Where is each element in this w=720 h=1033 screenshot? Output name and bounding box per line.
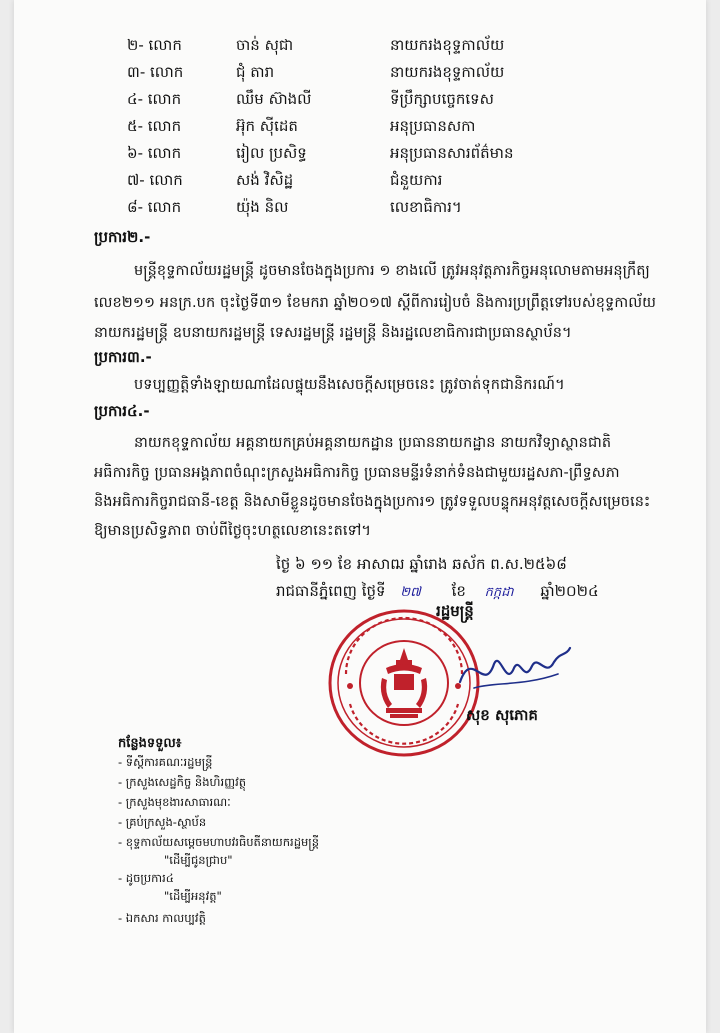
recipient-item: - គ្រប់ក្រសួង-ស្ថាប័ន xyxy=(118,815,207,829)
member-number: ៧- លោក xyxy=(127,171,183,189)
lunar-date: ថ្ងៃ ៦ ១១ ខែ អាសាឍ ឆ្នាំរោង ឆស័ក ព.ស.២៥៦៨ xyxy=(276,555,567,573)
member-name: ជុំ តារា xyxy=(236,63,275,81)
member-role: ទីប្រឹក្សាបច្ចេកទេស xyxy=(390,90,494,108)
recipient-item: - ដូចប្រការ៤ xyxy=(118,871,174,885)
article-2-line: នាយករដ្ឋមន្ត្រី ឧបនាយករដ្ឋមន្ត្រី ទេសរដ្ឋមន្ត្រី រដ្ឋមន្ត្រី និងរដ្ឋលេខាធិការជាប្រធានស្ថាប័ន។ xyxy=(94,325,572,341)
recipients-heading: កន្លែងទទួល៖ xyxy=(118,736,182,751)
member-name: ចាន់ សុជា xyxy=(236,36,294,54)
member-number: ៤- លោក xyxy=(127,90,182,108)
member-number: ២- លោក xyxy=(127,36,182,54)
recipient-item: - ទីស្តីការគណៈរដ្ឋមន្ត្រី xyxy=(118,755,213,769)
article-4-line: និងអធិការកិច្ចរាជធានី-ខេត្ត និងសាមីខ្លួនដូចមានចែងក្នុងប្រការ១ ត្រូវទទួលបន្ទុកអនុវត្តសេចក្តីសម្រេចនេះ xyxy=(94,494,651,510)
article-4-line: អធិការកិច្ច ប្រធានអង្គភាពចំណុះក្រសួងអធិការកិច្ច ប្រធានមន្ទីរទំនាក់ទំនងជាមួយរដ្ឋសភា-ព្រឹទ្ធសភា xyxy=(94,465,620,481)
member-role: នាយករងខុទ្ទកាល័យ xyxy=(390,36,505,54)
article-2-line: មន្ត្រីខុទ្ទកាល័យរដ្ឋមន្ត្រី ដូចមានចែងក្នុងប្រការ ១ ខាងលើ ត្រូវអនុវត្តភារកិច្ចអនុលោមតាមអនុក្រឹត្យ xyxy=(134,263,650,279)
solar-date-year: ឆ្នាំ២០២៤ xyxy=(540,582,599,600)
member-number: ៣- លោក xyxy=(127,63,184,81)
member-name: យ៉ុង និល xyxy=(236,198,289,216)
solar-date xyxy=(276,582,599,604)
article-4-heading: ប្រការ៤.- xyxy=(94,402,150,420)
solar-date-day: ២៧ xyxy=(400,585,421,600)
member-name: រៀល ប្រសិទ្ធ xyxy=(236,144,307,162)
recipient-item: - ក្រសួងសេដ្ឋកិច្ច និងហិរញ្ញវត្ថុ xyxy=(118,775,247,789)
document-page xyxy=(14,0,706,1033)
solar-date-month-prefix: ខែ xyxy=(451,582,466,600)
member-number: ៦- លោក xyxy=(127,144,182,162)
member-role: អនុប្រធានសកា xyxy=(390,117,476,135)
recipient-note: "ដើម្បីជូនជ្រាប" xyxy=(164,853,233,867)
member-role: អនុប្រធានសារព័ត៌មាន xyxy=(390,144,514,162)
member-role: នាយករងខុទ្ទកាល័យ xyxy=(390,63,505,81)
member-number: ៥- លោក xyxy=(127,117,182,135)
article-3-line: បទប្បញ្ញត្តិទាំងឡាយណាដែលផ្ទុយនឹងសេចក្តីសម្រេចនេះ ត្រូវចាត់ទុកជានិករណ៍។ xyxy=(134,377,565,393)
article-4-line: ឱ្យមានប្រសិទ្ធភាព ចាប់ពីថ្ងៃចុះហត្ថលេខានេះតទៅ។ xyxy=(94,523,372,539)
handwritten-signature xyxy=(454,638,574,700)
article-3-heading: ប្រការ៣.- xyxy=(94,348,152,366)
member-number: ៨- លោក xyxy=(127,198,182,216)
article-2-line: លេខ២១១ អនក្រ.បក ចុះថ្ងៃទី៣១ ខែមករា ឆ្នាំ២០១៧ ស្តីពីការរៀបចំ និងការប្រព្រឹត្តទៅរបស់ខុទ្ទកាល័យ xyxy=(94,295,657,311)
recipient-item: - ខុទ្ទកាល័យសម្តេចមហាបវរធិបតីនាយករដ្ឋមន្ត្រី xyxy=(118,835,320,849)
signer-name: សុខ សុភោគ xyxy=(466,706,538,724)
member-role: លេខាធិការ។ xyxy=(390,198,462,216)
solar-date-prefix: រាជធានីភ្នំពេញ ថ្ងៃទី xyxy=(276,582,386,600)
member-name: ឈឹម ស៊ាងលី xyxy=(236,90,312,108)
solar-date-month: កក្កដា xyxy=(484,585,514,600)
article-4-line: នាយកខុទ្ទកាល័យ អគ្គនាយកគ្រប់អគ្គនាយកដ្ឋាន ប្រធាននាយកដ្ឋាន នាយកវិទ្យាស្ថានជាតិ xyxy=(134,435,612,451)
member-name: អ៊ុក ស៊ីដេត xyxy=(236,117,298,135)
member-role: ជំនួយការ xyxy=(390,171,443,189)
signer-title: រដ្ឋមន្ត្រី xyxy=(436,602,474,620)
member-name: សង់ វិសិដ្ឋ xyxy=(236,171,294,189)
article-2-heading: ប្រការ២.- xyxy=(94,228,151,246)
recipient-item: - ក្រសួងមុខងារសាធារណៈ xyxy=(118,795,231,809)
recipient-note: "ដើម្បីអនុវត្ត" xyxy=(164,889,222,903)
recipient-item: - ឯកសារ កាលប្បវត្តិ xyxy=(118,911,206,925)
